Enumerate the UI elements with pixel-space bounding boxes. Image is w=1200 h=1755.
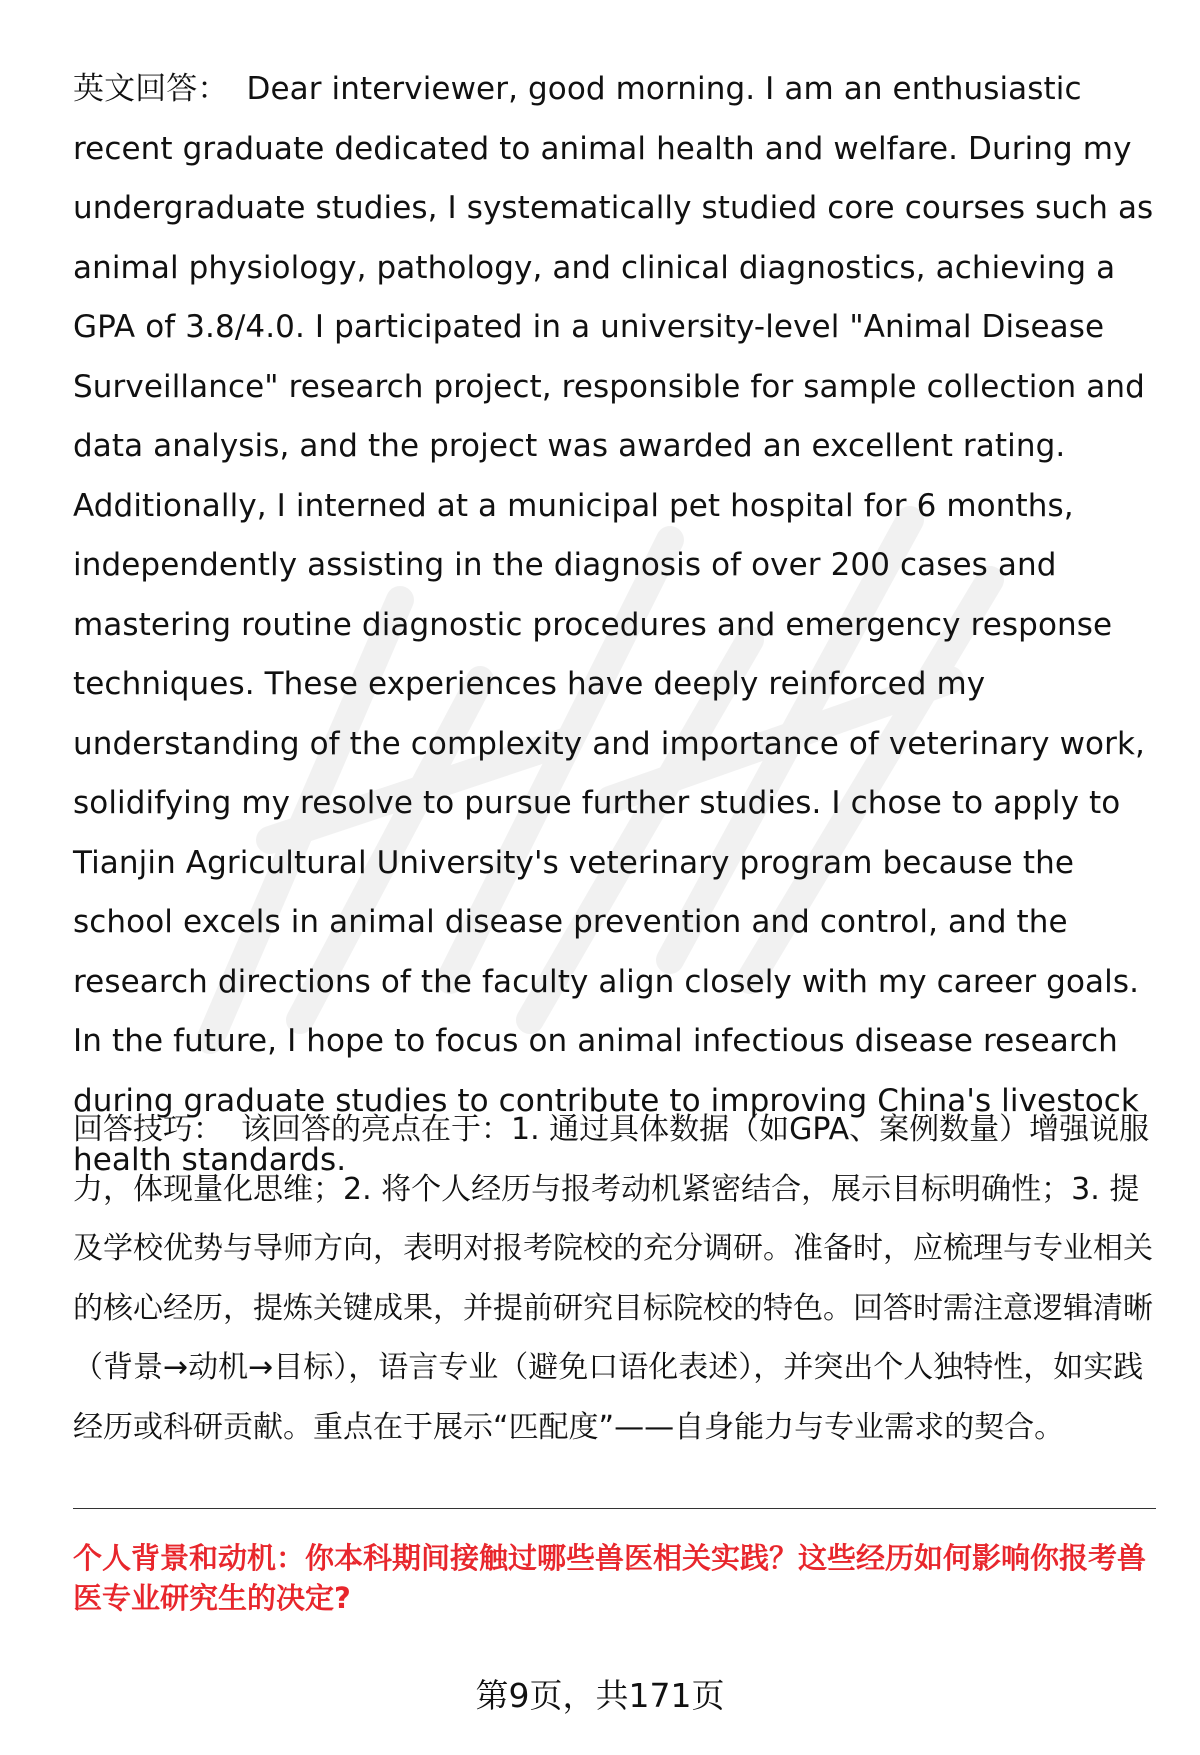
interview-question: 个人背景和动机：你本科期间接触过哪些兽医相关实践？这些经历如何影响你报考兽医专业研究生的决定? [73, 1541, 1147, 1615]
page-number: 第9页，共171页 [475, 1676, 725, 1715]
english-answer-paragraph [73, 60, 1163, 1191]
answer-tips-label: 回答技巧： [73, 1112, 223, 1147]
english-answer-label: 英文回答： [73, 71, 229, 107]
english-answer-text: Dear interviewer, good morning. I am an enthusiastic recent graduate dedicated to animal health and welfare. During my undergraduate studies, I systematically studied core courses such as animal physiology, pathology, and clinical diagnostics, achieving a GPA of 3.8/4.0. I participated in a university-level "Animal Disease Surveillance" research project, responsible for sample collection and data analysis, and the project was awarded an excellent rating. Additionally, I interned at a municipal pet hospital for 6 months, independently assisting in the diagnosis of over 200 cases and mastering routine diagnostic procedures and emergency response techniques. These experiences have deeply reinforced my understanding of the complexity and importance of veterinary work, solidifying my resolve to pursue further studies. I chose to apply to Tianjin Agricultural University's veterinary program because the school excels in animal disease prevention and control, and the research directions of the faculty align closely with my career goals. In the future, I hope to focus on animal infectious disease research during graduate studies to contribute to improving China's livestock health standards. [73, 71, 1154, 1178]
section-divider [73, 1508, 1156, 1509]
answer-tips-text: 该回答的亮点在于：1. 通过具体数据（如GPA、案例数量）增强说服力，体现量化思维；2. 将个人经历与报考动机紧密结合，展示目标明确性；3. 提及学校优势与导师方向，表明对报考院校的充分调研。准备时，应梳理与专业相关的核心经历，提炼关键成果，并提前研究目标院校的特色。回答时需注意逻辑清晰（背景→动机→目标），语言专业（避免口语化表述），并突出个人独特性，如实践经历或科研贡献。重点在于展示“匹配度”——自身能力与专业需求的契合。 [73, 1112, 1153, 1445]
answer-tips-paragraph [73, 1100, 1163, 1458]
